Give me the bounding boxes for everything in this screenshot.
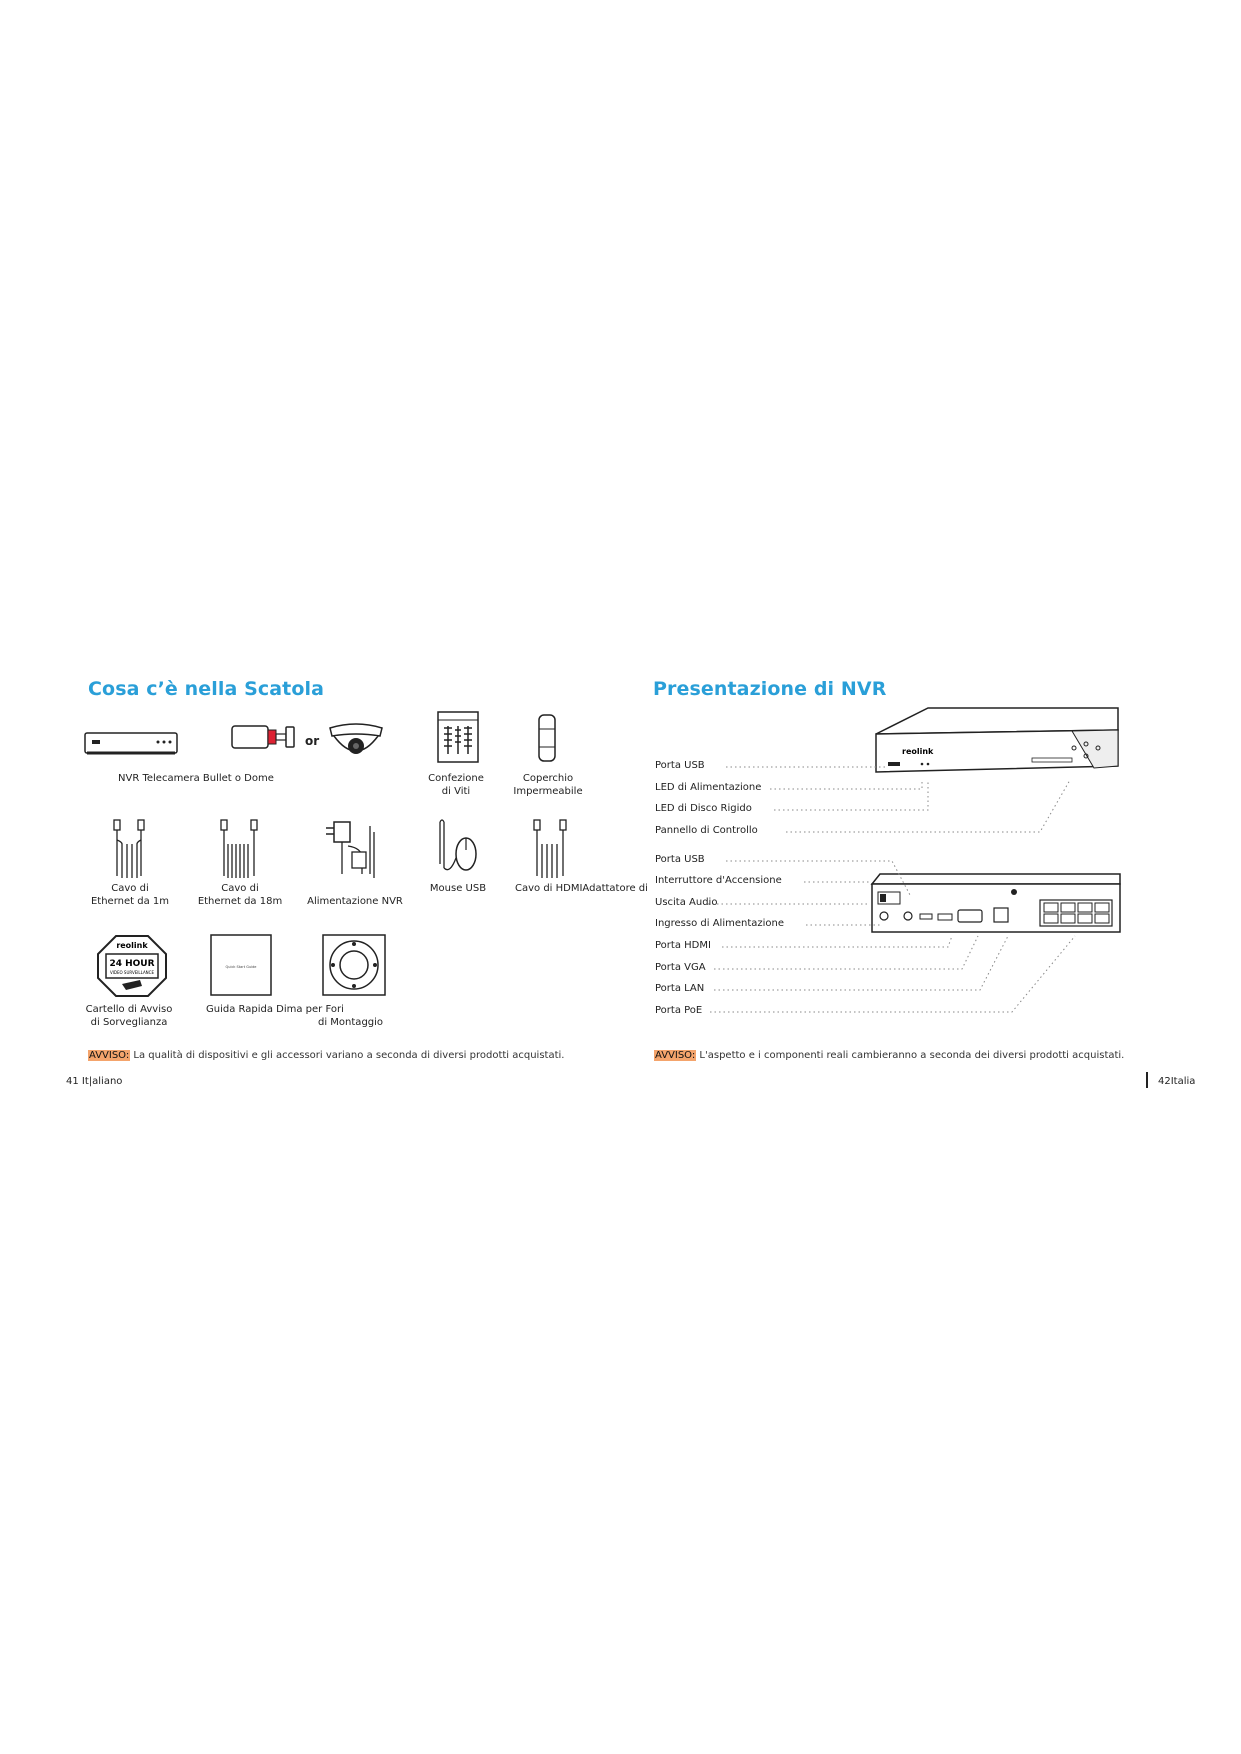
caption-waterproof-cover: Coperchio Impermeabile	[513, 773, 583, 797]
label-power-switch: Interruttore d'Accensione	[655, 875, 782, 886]
right-notice-tag: AVVISO:	[655, 1050, 696, 1061]
label-front-usb: Porta USB	[655, 760, 705, 771]
sign-brand: reolink	[116, 941, 148, 950]
caption-hdmi-cable: Cavo di HDMIAdattatore di	[515, 883, 648, 894]
label-vga-port: Porta VGA	[655, 962, 706, 973]
label-audio-out: Uscita Audio	[655, 897, 718, 908]
left-notice-text: La qualità di dispositivi e gli accessori variano a seconda di diversi prodotti acquistati.	[130, 1050, 565, 1061]
left-page-number: 41 It|aliano	[66, 1076, 123, 1087]
left-page-title: Cosa c’è nella Scatola	[88, 678, 325, 700]
caption-ethernet-1m: Cavo di Ethernet da 1m	[90, 883, 169, 907]
label-rear-usb: Porta USB	[655, 854, 705, 865]
right-notice	[654, 1050, 1124, 1061]
caption-nvr-camera: NVR Telecamera Bullet o Dome	[118, 773, 274, 784]
sign-line1: 24 HOUR	[109, 959, 155, 969]
guide-text: Quick Start Guide	[225, 965, 257, 969]
caption-guide-template: Guida Rapida Dima per Fori di Montaggio	[206, 1004, 384, 1028]
caption-screws: Confezione di Viti	[428, 773, 484, 797]
caption-ethernet-18m: Cavo di Ethernet da 18m	[197, 883, 283, 907]
label-hdmi-port: Porta HDMI	[655, 940, 711, 951]
nvr-front-brand: reolink	[902, 747, 934, 756]
right-notice-text: L'aspetto e i componenti reali cambieranno a seconda dei diversi prodotti acquistati.	[696, 1050, 1125, 1061]
label-lan-port: Porta LAN	[655, 983, 705, 994]
label-power-led: LED di Alimentazione	[655, 782, 762, 793]
right-page-title: Presentazione di NVR	[653, 678, 887, 700]
sign-line2: VIDEO SURVEILLANCE	[109, 970, 155, 975]
label-power-input: Ingresso di Alimentazione	[655, 918, 785, 929]
caption-surveillance-sign: Cartello di Avviso di Sorveglianza	[85, 1004, 173, 1028]
label-control-panel: Pannello di Controllo	[655, 825, 758, 836]
page-divider	[1146, 1072, 1148, 1088]
label-poe-port: Porta PoE	[655, 1005, 703, 1016]
left-notice-tag: AVVISO:	[89, 1050, 130, 1061]
caption-usb-mouse: Mouse USB	[429, 883, 487, 894]
right-page-number: 42Italia	[1158, 1076, 1196, 1087]
label-hdd-led: LED di Disco Rigido	[655, 803, 752, 814]
caption-nvr-power: Alimentazione NVR	[307, 896, 403, 907]
or-connector: or	[305, 734, 320, 748]
